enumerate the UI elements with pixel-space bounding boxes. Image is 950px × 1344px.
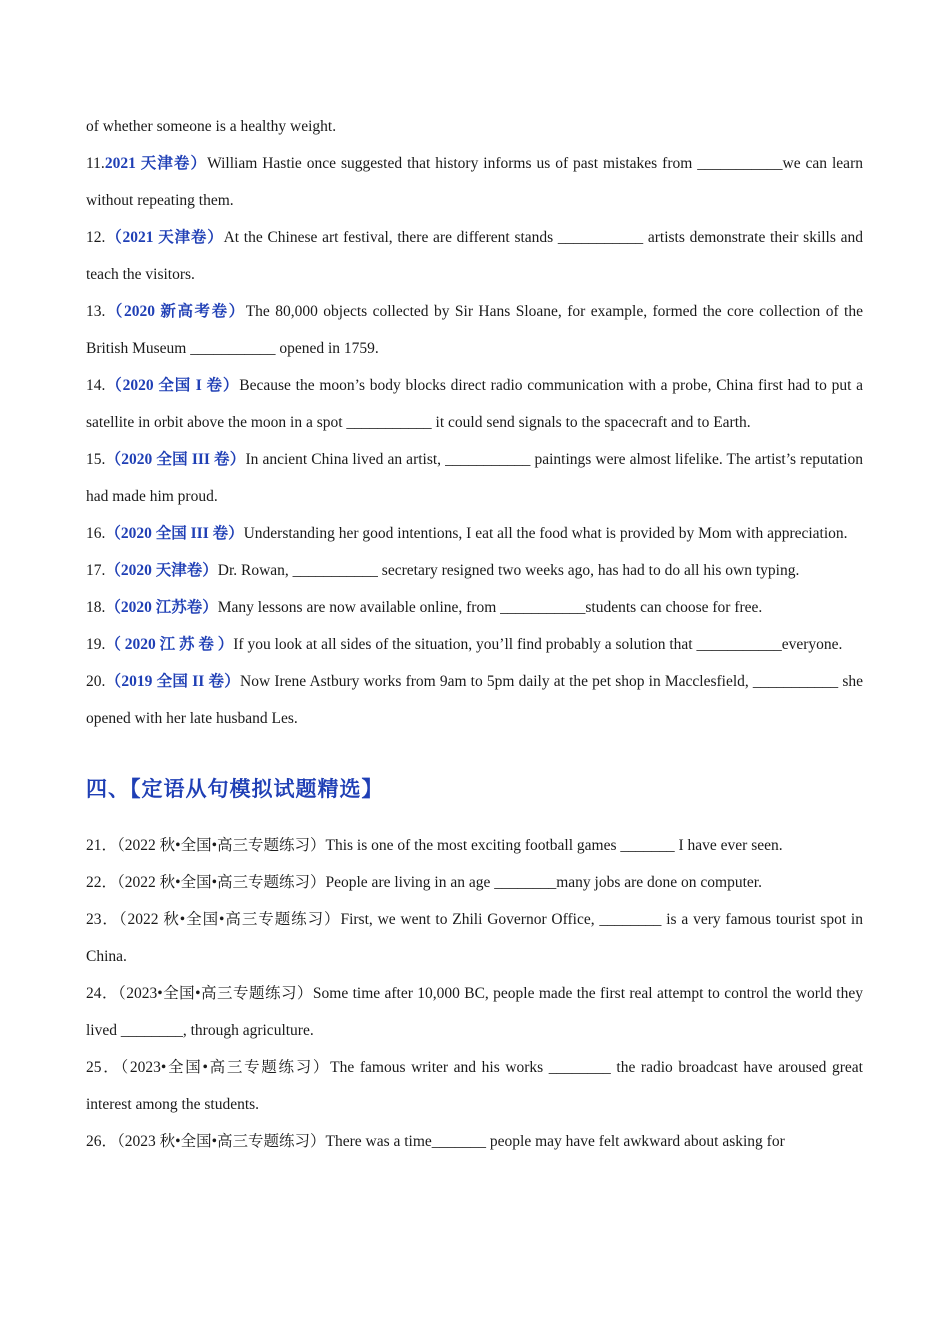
question-item	[86, 219, 863, 293]
question-text: The 80,000 objects collected by Sir Hans Sloane, for example, formed the core collection of the British Museum ___________ opened in 1759.	[86, 303, 863, 357]
question-item	[86, 515, 863, 552]
question-text: Some time after 10,000 BC, people made the first real attempt to control the world they lived ________, through agriculture.	[86, 985, 863, 1039]
question-source: （2020 天津卷）	[105, 562, 218, 579]
question-number: 25．	[86, 1059, 121, 1076]
question-item	[86, 589, 863, 626]
question-source: （2023 秋•全国•高三专题练习）	[117, 1133, 326, 1150]
question-source: （2021 天津卷）	[105, 229, 224, 246]
question-number: 23．	[86, 911, 119, 928]
question-source: （2020 江苏卷）	[105, 599, 218, 616]
question-number: 17.	[86, 562, 106, 579]
gaokao-question-list	[86, 145, 863, 737]
question-number: 11.	[86, 155, 105, 172]
question-source: （2019 全国 II 卷）	[105, 673, 241, 690]
question-source: （ 2020 江 苏 卷 ）	[105, 636, 234, 653]
question-text: Now Irene Astbury works from 9am to 5pm daily at the pet shop in Macclesfield, ___________ she opened with her late husband Les.	[86, 673, 863, 727]
question-item	[86, 975, 863, 1049]
question-item	[86, 367, 863, 441]
question-item	[86, 1049, 863, 1123]
question-source: （2020 全国 III 卷）	[105, 525, 244, 542]
question-number: 12.	[86, 229, 106, 246]
question-number: 13.	[86, 303, 106, 320]
question-item	[86, 145, 863, 219]
question-number: 22．	[86, 874, 118, 891]
question-item	[86, 293, 863, 367]
question-text: Because the moon’s body blocks direct radio communication with a probe, China first had to put a satellite in orbit above the moon in a spot ___________ it could send signals to the spacecraft and to Earth.	[86, 377, 863, 431]
question-item	[86, 827, 863, 864]
question-number: 18.	[86, 599, 106, 616]
question-source: （2020 新高考卷）	[105, 303, 246, 320]
question-text: The famous writer and his works ________ the radio broadcast have aroused great interest among the students.	[86, 1059, 863, 1113]
question-text: There was a time_______ people may have felt awkward about asking for	[325, 1133, 785, 1150]
question-number: 26．	[86, 1133, 118, 1150]
question-number: 14.	[86, 377, 106, 394]
question-source: （2022 秋•全国•高三专题练习）	[118, 911, 341, 928]
question-source: （2022 秋•全国•高三专题练习）	[117, 874, 326, 891]
intro-line: of whether someone is a healthy weight.	[86, 118, 337, 135]
question-number: 15.	[86, 451, 106, 468]
question-text: If you look at all sides of the situation, you’ll find probably a solution that ___________everyone.	[233, 636, 843, 653]
section-heading: 四、【定语从句模拟试题精选】	[86, 777, 384, 801]
question-item	[86, 441, 863, 515]
question-text: William Hastie once suggested that history informs us of past mistakes from ___________we can learn without repeating them.	[86, 155, 863, 209]
question-number: 20.	[86, 673, 106, 690]
question-item	[86, 901, 863, 975]
question-item	[86, 864, 863, 901]
question-text: In ancient China lived an artist, ___________ paintings were almost lifelike. The artist’s reputation had made him proud.	[86, 451, 863, 505]
question-text: Many lessons are now available online, from ___________students can choose for free.	[217, 599, 763, 616]
question-text: At the Chinese art festival, there are different stands ___________ artists demonstrate their skills and teach the visitors.	[86, 229, 863, 283]
question-item	[86, 663, 863, 737]
mock-question-list	[86, 827, 863, 1160]
question-text: Dr. Rowan, ___________ secretary resigned two weeks ago, has had to do all his own typing.	[217, 562, 800, 579]
question-source: （2023•全国•高三专题练习）	[117, 985, 313, 1002]
question-source: （2022 秋•全国•高三专题练习）	[117, 837, 326, 854]
question-number: 19.	[86, 636, 106, 653]
question-item	[86, 552, 863, 589]
question-text: This is one of the most exciting football games _______ I have ever seen.	[325, 837, 783, 854]
document-page	[86, 108, 863, 1160]
question-text: First, we went to Zhili Governor Office, ________ is a very famous tourist spot in China.	[86, 911, 863, 965]
question-item	[86, 1123, 863, 1160]
question-source: （2020 全国 III 卷）	[105, 451, 246, 468]
question-number: 24．	[86, 985, 118, 1002]
question-source: 2021 天津卷）	[104, 155, 208, 172]
question-source: （2020 全国 I 卷）	[105, 377, 240, 394]
question-text: Understanding her good intentions, I eat all the food what is provided by Mom with appreciation.	[243, 525, 848, 542]
question-number: 21．	[86, 837, 118, 854]
question-source: （2023•全国•高三专题练习）	[120, 1059, 331, 1076]
question-text: People are living in an age ________many jobs are done on computer.	[325, 874, 762, 891]
question-item	[86, 626, 863, 663]
question-number: 16.	[86, 525, 106, 542]
